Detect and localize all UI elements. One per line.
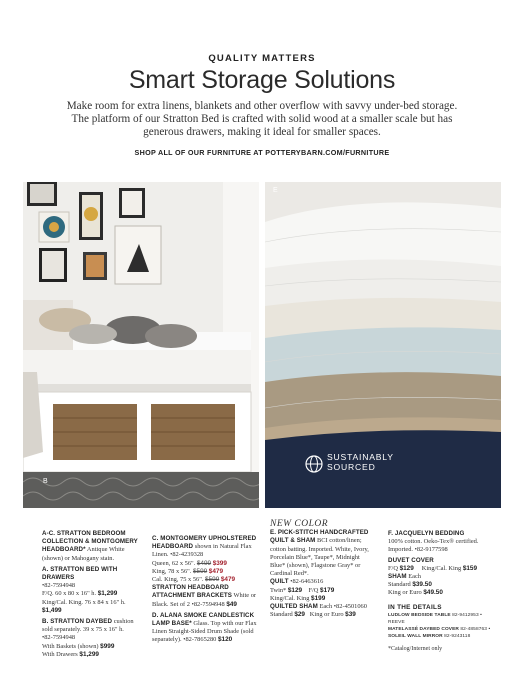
king-euro-price: $39 (345, 611, 356, 619)
details-1-name: LUDLOW BEDSIDE TABLE (388, 612, 451, 618)
item-c-new1: $399 (212, 559, 227, 567)
details-item-2 (388, 626, 496, 633)
details-2-rest: 82-4858763 • (458, 626, 491, 632)
item-d-price: $120 (217, 636, 233, 644)
sham-label: QUILTED SHAM (270, 603, 318, 611)
duvet-king: King/Cal. King (421, 564, 462, 572)
footnote: *Catalog/Internet only (388, 645, 443, 652)
daybed-scene (23, 182, 259, 508)
item-e-head: E. PICK-STITCH HANDCRAFTED QUILT & SHAM (270, 529, 369, 545)
caption-col-4 (388, 530, 496, 653)
twin-price: $129 (287, 586, 303, 594)
item-e-desc: BCI cotton/linen; cotton batting. Imported. White, Ivory, Porcelain Blue*, Taupe*, Midnight Blue* (shown), Flagstone Gray* or Cardinal Red*. (270, 537, 369, 578)
sham-std-price: $39.50 (412, 581, 432, 589)
duvet-king-price: $159 (462, 564, 478, 572)
fq-price: $179 (320, 586, 335, 594)
standard-label: Standard (270, 611, 293, 619)
sham-each-f: Each (406, 573, 421, 581)
king-price: $199 (311, 594, 326, 602)
item-b-price1: $999 (100, 642, 115, 650)
sham-each: Each •82-4501060 (317, 603, 367, 611)
details-item-3 (388, 633, 496, 640)
item-c-line1: Queen, 62 x 56". (152, 559, 196, 567)
sham-head: SHAM (388, 573, 407, 581)
item-f-head: F. JACQUELYN BEDDING (388, 530, 465, 537)
item-c-old1: $499 (196, 559, 212, 567)
quilt-sku: •82-6463616 (288, 578, 324, 586)
attach-price: $49 (226, 600, 237, 608)
item-a-price1: $1,299 (97, 590, 118, 598)
item-c-new2: $479 (208, 567, 224, 575)
item-c-old3: $599 (205, 576, 220, 584)
quilt-label: QUILT (270, 578, 289, 586)
item-b-line1: With Baskets (shown) (42, 642, 99, 650)
details-heading: IN THE DETAILS (388, 603, 442, 611)
caption-col-2 (152, 535, 260, 645)
attach-head: STRATTON HEADBOARD ATTACHMENT BRACKETS (152, 584, 233, 600)
badge-line-1: SUSTAINABLY (327, 452, 394, 462)
king-euro-label: King or Euro (309, 611, 344, 619)
item-c-line2: King, 78 x 56". (152, 567, 192, 575)
sham-ke-price: $49.50 (423, 589, 443, 597)
photo-label-e: E (273, 187, 278, 194)
item-d-head: D. ALANA SMOKE CANDLESTICK LAMP BASE* (152, 611, 255, 628)
twin-label: Twin* (270, 586, 287, 594)
sham-std: Standard (388, 581, 411, 589)
item-a-sku: •82-7594948 (42, 582, 76, 590)
item-a-price2: $1,499 (42, 606, 62, 614)
item-b-head: B. STRATTON DAYBED (42, 618, 113, 626)
shop-link[interactable]: SHOP ALL OF OUR FURNITURE AT POTTERYBARN.COM/FURNITURE (134, 148, 390, 157)
item-c-head: C. MONTGOMERY UPHOLSTERED HEADBOARD (152, 535, 257, 551)
sham-ke: King or Euro (388, 589, 422, 597)
sustainably-sourced-badge (327, 452, 394, 472)
details-2-name: MATELASSÉ DAYBED COVER (388, 626, 459, 632)
item-a-head: A. STRATTON BED WITH DRAWERS (42, 565, 118, 582)
item-d-desc: Glass. Top with our Flax Linen Straight-Sided Drum Shade (sold separately). •82-7865280 (152, 620, 257, 644)
new-color-tag: NEW COLOR (270, 519, 329, 529)
caption-col-3 (270, 520, 374, 619)
caption-col-1 (42, 530, 138, 659)
col1-title: A-C. STRATTON BEDROOM COLLECTION & MONTGOMERY HEADBOARD* (42, 530, 138, 554)
duvet-head: DUVET COVER (388, 556, 434, 564)
item-b-sku: •82-7594948 (42, 634, 76, 642)
item-c-new3: $479 (220, 576, 236, 584)
attach-desc: White or Black. Set of 2 •82-7594948 (152, 592, 257, 608)
item-f-desc: 100% cotton. Oeko-Tex® certified. Imported. •82-9177598 (388, 538, 479, 554)
duvet-fq-price: $129 (399, 564, 414, 572)
col1-title-desc: Antique White (shown) or Mahogany stain. (42, 546, 125, 562)
fq-label: F/Q (308, 586, 319, 594)
photo-label-b: B (43, 478, 48, 485)
item-a-line2: King/Cal. King. 76 x 84 x 16" h. (42, 598, 126, 606)
badge-line-2: SOURCED (327, 462, 376, 472)
standard-price: $29 (294, 611, 305, 619)
item-b-desc: cushion sold separately. 39 x 75 x 16" h. (42, 618, 134, 634)
item-a-line1: F/Q. 60 x 80 x 16" h. (42, 590, 97, 598)
details-3-name: SOLEIL WALL MIRROR (388, 633, 443, 639)
details-item-1 (388, 612, 496, 626)
item-b-line2: With Drawers (42, 650, 78, 658)
item-c-desc: shown in Natural Flax Linen. •82-4239328 (152, 543, 252, 559)
daybed-photo (23, 182, 259, 508)
intro-paragraph: Make room for extra linens, blankets and other overflow with savvy under-bed storage. The platform of our Stratton Bed is crafted with solid wood at a smaller scale but has generous drawers, making it ideal for smaller spaces. (66, 100, 458, 139)
item-c-line3: Cal. King, 75 x 56". (152, 576, 204, 584)
details-1-rest: 82-9412953 • REEVE (388, 612, 482, 625)
details-3-rest: 82-9243118 (442, 633, 471, 639)
duvet-fq: F/Q (388, 564, 398, 572)
king-label: King/Cal. King (270, 594, 310, 602)
quilts-photo (265, 182, 501, 508)
item-c-old2: $599 (192, 567, 208, 575)
item-b-price2: $1,299 (79, 650, 99, 658)
page-headline: Smart Storage Solutions (128, 66, 396, 94)
kicker: QUALITY MATTERS (208, 53, 316, 64)
